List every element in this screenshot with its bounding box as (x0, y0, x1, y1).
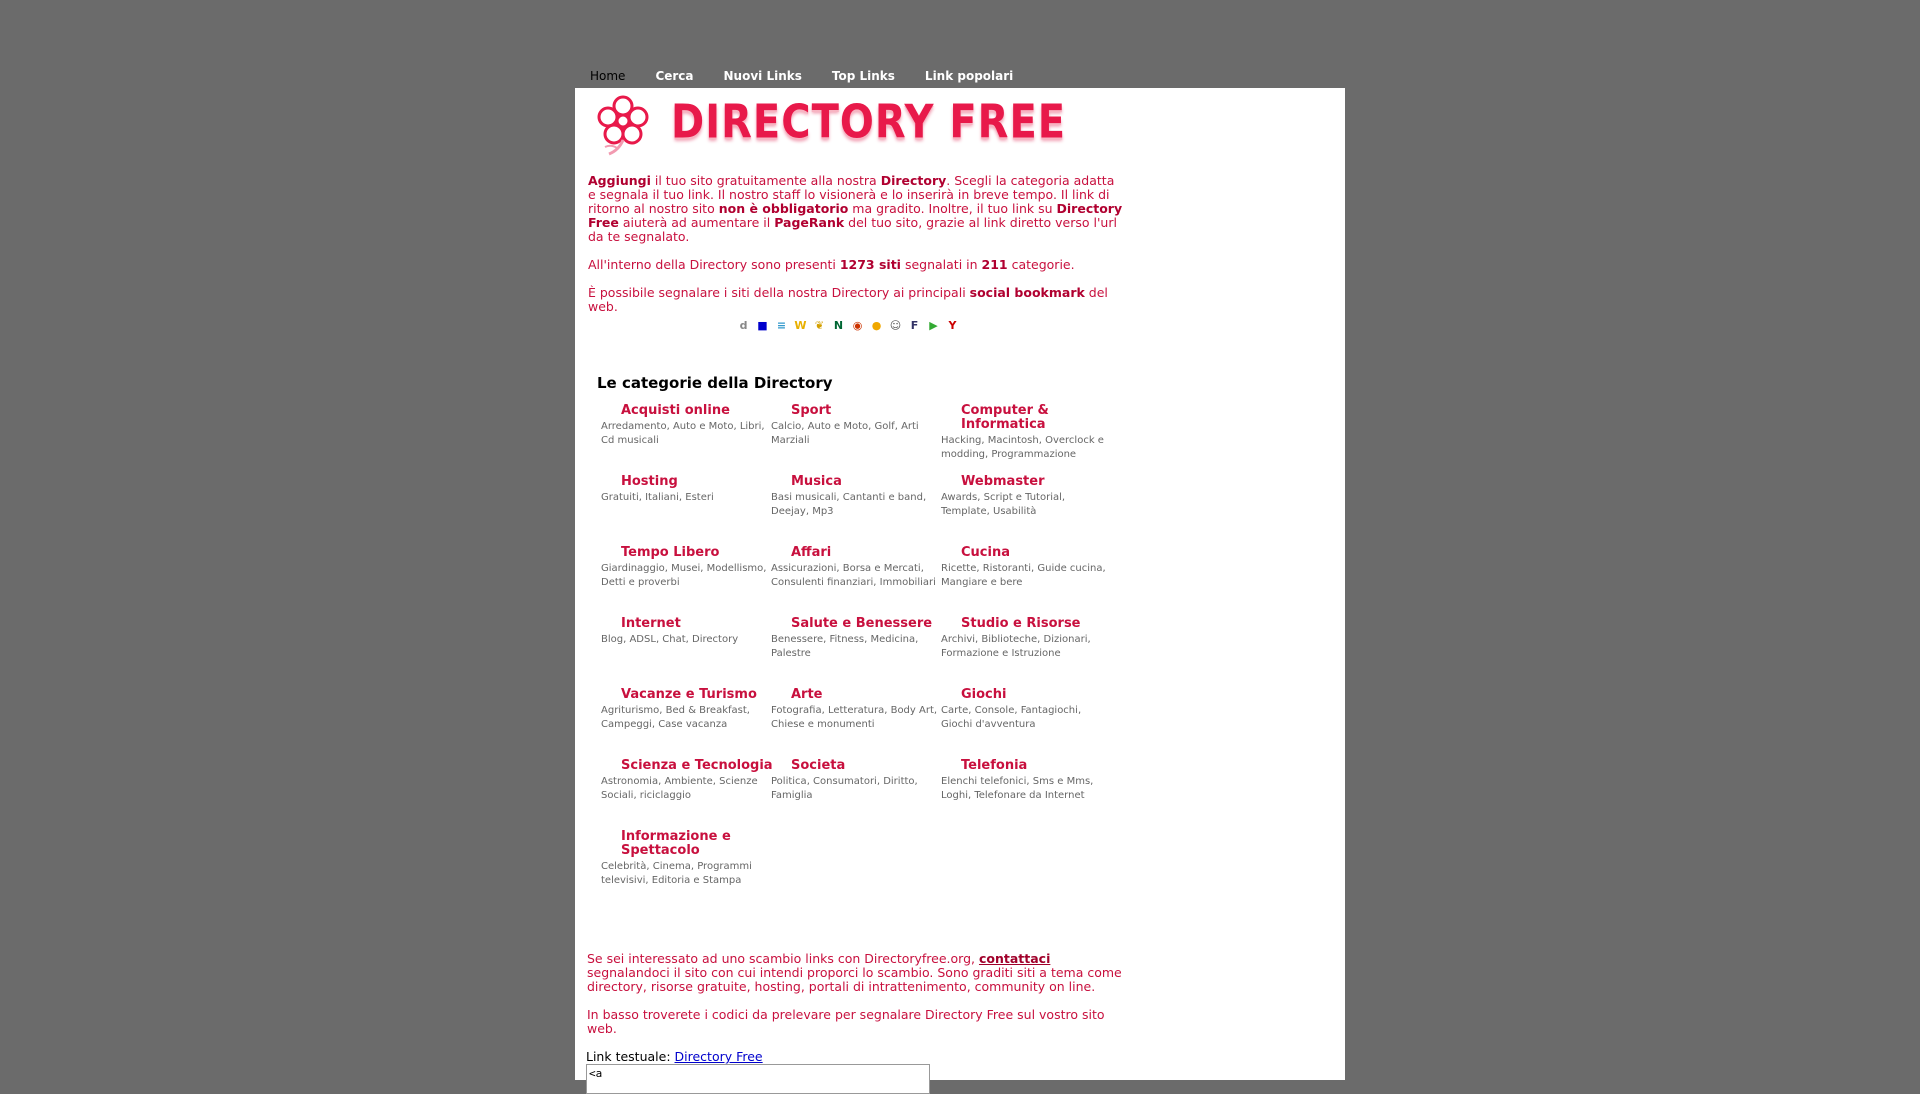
category-block (941, 546, 1113, 590)
subcategory-link[interactable]: Palestre (771, 648, 811, 659)
category-link[interactable]: Cucina (961, 545, 1010, 560)
subcategory-list: Celebrità, Cinema, Programmi televisivi, Editoria e Stampa (601, 861, 752, 886)
subcategory-link[interactable]: Celebrità (601, 861, 647, 872)
subcategory-link[interactable]: Awards (941, 492, 978, 503)
intro-paragraph (588, 174, 1123, 244)
nav-nuovi-links[interactable]: Nuovi Links (723, 69, 802, 83)
directory-free-link[interactable]: Directory Free (674, 1049, 763, 1064)
subcategory-link[interactable]: ADSL (629, 634, 656, 645)
subcategory-link[interactable]: Programmazione (991, 449, 1077, 460)
subcategory-link[interactable]: Dizionari (1043, 634, 1088, 645)
subcategory-list: Archivi, Biblioteche, Dizionari, Formazione e Istruzione (941, 634, 1091, 659)
paragraph-text: categorie. (1007, 257, 1075, 272)
category-block (601, 830, 773, 888)
subcategory-list: Gratuiti, Italiani, Esteri (601, 492, 714, 503)
subcategory-list: Calcio, Auto e Moto, Golf, Arti Marziali (771, 421, 919, 446)
subcategory-link[interactable]: Scienze Sociali (601, 776, 758, 801)
category-block (771, 759, 943, 803)
highlight-text: Directory Free (588, 201, 1123, 230)
paragraph-text: il tuo sito gratuitamente alla nostra (650, 173, 881, 188)
furl-icon[interactable]: ❦ (814, 319, 825, 332)
category-link[interactable]: Scienza e Tecnologia (621, 758, 773, 773)
subcategory-link[interactable]: Case vacanza (658, 719, 728, 730)
categories-title: Le categorie della Directory (597, 374, 833, 392)
link-exchange-text: Se sei interessato ad uno scambio links con Directoryfree.org, (587, 951, 979, 966)
subcategory-link[interactable]: Consumatori (813, 776, 877, 787)
blogmarks-icon[interactable]: ▶ (929, 319, 938, 332)
subcategory-link[interactable]: Fitness (829, 634, 865, 645)
category-link[interactable]: Informazione e Spettacolo (621, 829, 731, 858)
highlight-text: 211 (981, 257, 1008, 272)
subcategory-link[interactable]: Auto e Moto (672, 421, 734, 432)
category-link[interactable]: Vacanze e Turismo (621, 687, 757, 702)
category-block (941, 404, 1113, 462)
category-link[interactable]: Hosting (621, 474, 678, 489)
nav-top-links[interactable]: Top Links (831, 69, 895, 83)
spurl-icon[interactable]: ◉ (852, 319, 863, 332)
subcategory-link[interactable]: Agriturismo (601, 705, 660, 716)
subcategory-link[interactable]: Medicina (870, 634, 916, 645)
nav-home[interactable]: Home (575, 66, 640, 88)
category-block (941, 475, 1113, 519)
nav-link-popolari[interactable]: Link popolari (924, 69, 1014, 83)
subcategory-link[interactable]: Guide cucina (1037, 563, 1103, 574)
highlight-text: Aggiungi (588, 173, 651, 188)
subcategory-link[interactable]: Giardinaggio (601, 563, 665, 574)
subcategory-list: Awards, Script e Tutorial, Template, Usabilità (941, 492, 1066, 517)
category-block (601, 475, 773, 505)
category-block (601, 546, 773, 590)
subcategory-link[interactable]: Overclock e modding (941, 435, 1104, 460)
category-link[interactable]: Acquisti online (621, 403, 730, 418)
top-navigation (575, 66, 1028, 88)
subcategory-list: Hacking, Macintosh, Overclock e modding, Programmazione (941, 435, 1104, 460)
link-code-textarea[interactable] (586, 1064, 930, 1094)
category-link[interactable]: Tempo Libero (621, 545, 720, 560)
subcategory-link[interactable]: Editoria e Stampa (651, 875, 742, 886)
subcategory-link[interactable]: Programmi televisivi (601, 861, 752, 886)
subcategory-list: Politica, Consumatori, Diritto, Famiglia (771, 776, 918, 801)
subcategory-link[interactable]: Hacking (941, 435, 982, 446)
subcategory-link[interactable]: Cinema (652, 861, 691, 872)
category-block (601, 759, 773, 803)
subcategory-link[interactable]: Giochi d'avventura (941, 719, 1036, 730)
subcategory-link[interactable]: Famiglia (771, 790, 813, 801)
subcategory-link[interactable]: Benessere (771, 634, 824, 645)
subcategory-list: Elenchi telefonici, Sms e Mms, Loghi, Telefonare da Internet (941, 776, 1094, 801)
subcategory-link[interactable]: Chat (662, 634, 686, 645)
category-link[interactable]: Musica (791, 474, 842, 489)
logo-text: DIRECTORY FREE (671, 96, 1067, 149)
reddit-icon[interactable]: ☺ (889, 319, 902, 332)
category-block (771, 546, 943, 590)
subcategory-link[interactable]: Campeggi (601, 719, 652, 730)
subcategory-list: Blog, ADSL, Chat, Directory (601, 634, 739, 645)
paragraph-text: . Scegli la categoria adatta e segnala il tuo link. Il nostro staff lo visionerà e lo inserirà in breve tempo. Il link di ritorno al nostro sito (588, 173, 1115, 216)
subcategory-link[interactable]: Carte (941, 705, 969, 716)
delicious-icon[interactable]: ■ (757, 319, 768, 332)
subcategory-link[interactable]: Archivi (941, 634, 976, 645)
subcategory-link[interactable]: Auto e Moto (807, 421, 869, 432)
page-wrapper (575, 0, 1345, 1080)
subcategory-list: Carte, Console, Fantagiochi, Giochi d'avventura (941, 705, 1082, 730)
link-exchange-paragraph (587, 952, 1132, 994)
paragraph-text: All'interno della Directory sono presenti (588, 257, 840, 272)
subcategory-list: Arredamento, Auto e Moto, Libri, Cd musicali (601, 421, 765, 446)
subcategory-link[interactable]: Ricette (941, 563, 977, 574)
simpy-icon[interactable]: ● (871, 319, 882, 332)
main-content (575, 88, 1345, 1080)
paragraph-text: segnalati in (900, 257, 982, 272)
subcategory-link[interactable]: Elenchi telefonici (941, 776, 1027, 787)
paragraph-text: del web. (588, 285, 1108, 314)
highlight-text: 1273 siti (839, 257, 901, 272)
category-link[interactable]: Salute e Benessere (791, 616, 933, 631)
subcategory-link[interactable]: Diritto (883, 776, 915, 787)
highlight-text: social bookmark (969, 285, 1085, 300)
subcategory-link[interactable]: Assicurazioni (771, 563, 837, 574)
highlight-text: PageRank (774, 215, 845, 230)
paragraph-text: È possibile segnalare i siti della nostra Directory ai principali (588, 285, 970, 300)
category-block (601, 404, 773, 448)
subcategory-link[interactable]: Italiani (645, 492, 679, 503)
paragraph-text: aiuterà ad aumentare il (618, 215, 775, 230)
subcategory-link[interactable]: Mp3 (812, 506, 834, 517)
subcategory-link[interactable]: Directory (692, 634, 739, 645)
subcategory-link[interactable]: Gratuiti (601, 492, 639, 503)
subcategory-list: Benessere, Fitness, Medicina, Palestre (771, 634, 919, 659)
subcategory-link[interactable]: riciclaggio (639, 790, 691, 801)
category-link[interactable]: Giochi (961, 687, 1007, 702)
subcategory-link[interactable]: Esteri (685, 492, 714, 503)
paragraph-text: del tuo sito, grazie al link diretto verso l'url da te segnalato. (588, 215, 1117, 244)
contact-link[interactable]: contattaci (978, 951, 1051, 966)
subcategory-link[interactable]: Ambiente (664, 776, 713, 787)
subcategory-link[interactable]: Arti Marziali (771, 421, 919, 446)
digg-icon[interactable]: d (739, 319, 748, 332)
subcategory-link[interactable]: Deejay (771, 506, 806, 517)
subcategory-link[interactable]: Politica (771, 776, 807, 787)
subcategory-link[interactable]: Consulenti finanziari (771, 577, 874, 588)
subcategory-link[interactable]: Ristoranti (982, 563, 1031, 574)
subcategory-link[interactable]: Fantagiochi (1020, 705, 1078, 716)
fark-icon[interactable]: F (910, 319, 919, 332)
subcategory-link[interactable]: Libri (739, 421, 762, 432)
subcategory-link[interactable]: Fotografia (771, 705, 822, 716)
category-block (601, 617, 773, 647)
subcategory-link[interactable]: Mangiare e bere (941, 577, 1023, 588)
subcategory-link[interactable]: Golf (874, 421, 895, 432)
category-block (771, 617, 943, 661)
subcategory-link[interactable]: Cd musicali (601, 435, 659, 446)
newsvine-icon[interactable]: N (833, 319, 844, 332)
subcategory-link[interactable]: Template (941, 506, 987, 517)
subcategory-link[interactable]: Usabilità (993, 506, 1037, 517)
site-logo[interactable] (593, 92, 1067, 156)
category-link[interactable]: Affari (791, 545, 832, 560)
subcategory-link[interactable]: Astronomia (601, 776, 659, 787)
subcategory-link[interactable]: Body Art (890, 705, 934, 716)
subcategory-link[interactable]: Formazione e Istruzione (941, 648, 1061, 659)
subcategory-list: Fotografia, Letteratura, Body Art, Chiese e monumenti (771, 705, 938, 730)
subcategory-link[interactable]: Arredamento (601, 421, 667, 432)
subcategory-link[interactable]: Biblioteche (981, 634, 1038, 645)
subcategory-link[interactable]: Macintosh (987, 435, 1039, 446)
text-link-label (586, 1049, 763, 1064)
subcategory-link[interactable]: Musei (671, 563, 701, 574)
subcategory-list: Ricette, Ristoranti, Guide cucina, Mangiare e bere (941, 563, 1106, 588)
social-bookmark-paragraph (588, 286, 1123, 314)
subcategory-link[interactable]: Telefonare da Internet (974, 790, 1085, 801)
category-block (771, 475, 943, 519)
yahoo-myweb-icon[interactable]: Y (948, 319, 957, 332)
codes-paragraph: In basso troverete i codici da prelevare per segnalare Directory Free sul vostro sito web. (587, 1007, 1105, 1036)
highlight-text: Directory (880, 173, 947, 188)
subcategory-list: Assicurazioni, Borsa e Mercati, Consulenti finanziari, Immobiliari (771, 563, 936, 588)
subcategory-link[interactable]: Loghi (941, 790, 968, 801)
subcategory-link[interactable]: Console (974, 705, 1015, 716)
category-link[interactable]: Internet (621, 616, 681, 631)
subcategory-link[interactable]: Script e Tutorial (983, 492, 1062, 503)
subcategory-link[interactable]: Borsa e Mercati (842, 563, 921, 574)
subcategory-link[interactable]: Blog (601, 634, 624, 645)
highlight-text: non è obbligatorio (718, 201, 849, 216)
subcategory-link[interactable]: Modellismo (706, 563, 764, 574)
paragraph-text: ma gradito. Inoltre, il tuo link su (848, 201, 1057, 216)
category-link[interactable]: Telefonia (961, 758, 1028, 773)
social-bookmark-icons (735, 317, 961, 334)
subcategory-link[interactable]: Bed & Breakfast (665, 705, 747, 716)
subcategory-list: Astronomia, Ambiente, Scienze Sociali, riciclaggio (601, 776, 758, 801)
category-link[interactable]: Sport (791, 403, 832, 418)
text-link-caption: Link testuale: (586, 1049, 675, 1064)
subcategory-link[interactable]: Detti e proverbi (601, 577, 680, 588)
site-count-paragraph (588, 258, 1123, 272)
subcategory-link[interactable]: Immobiliari (879, 577, 936, 588)
category-link[interactable]: Arte (791, 687, 823, 702)
subcategory-link[interactable]: Cantanti e band (842, 492, 923, 503)
subcategory-link[interactable]: Letteratura (827, 705, 885, 716)
category-block (771, 688, 943, 732)
blinklist-icon[interactable]: ≡ (776, 319, 787, 332)
subcategory-list: Agriturismo, Bed & Breakfast, Campeggi, Case vacanza (601, 705, 750, 730)
category-block (771, 404, 943, 448)
category-link[interactable]: Computer & Informatica (961, 403, 1049, 432)
category-block (941, 759, 1113, 803)
subcategory-list: Giardinaggio, Musei, Modellismo, Detti e proverbi (601, 563, 767, 588)
subcategory-list: Basi musicali, Cantanti e band, Deejay, Mp3 (771, 492, 927, 517)
subcategory-link[interactable]: Basi musicali (771, 492, 837, 503)
category-block (601, 688, 773, 732)
flower-icon (593, 92, 653, 156)
link-exchange-text-end: segnalandoci il sito con cui intendi proporci lo scambio. Sono graditi siti a tema come directory, risorse gratuite, hosting, portali di intrattenimento, community on line. (587, 965, 1122, 994)
category-block (941, 617, 1113, 661)
category-link[interactable]: Webmaster (961, 474, 1045, 489)
wists-icon[interactable]: W (794, 319, 807, 332)
category-block (941, 688, 1113, 732)
subcategory-link[interactable]: Chiese e monumenti (771, 719, 875, 730)
category-link[interactable]: Studio e Risorse (961, 616, 1081, 631)
subcategory-link[interactable]: Calcio (771, 421, 802, 432)
subcategory-link[interactable]: Sms e Mms (1032, 776, 1091, 787)
category-link[interactable]: Societa (791, 758, 846, 773)
nav-cerca[interactable]: Cerca (655, 69, 694, 83)
